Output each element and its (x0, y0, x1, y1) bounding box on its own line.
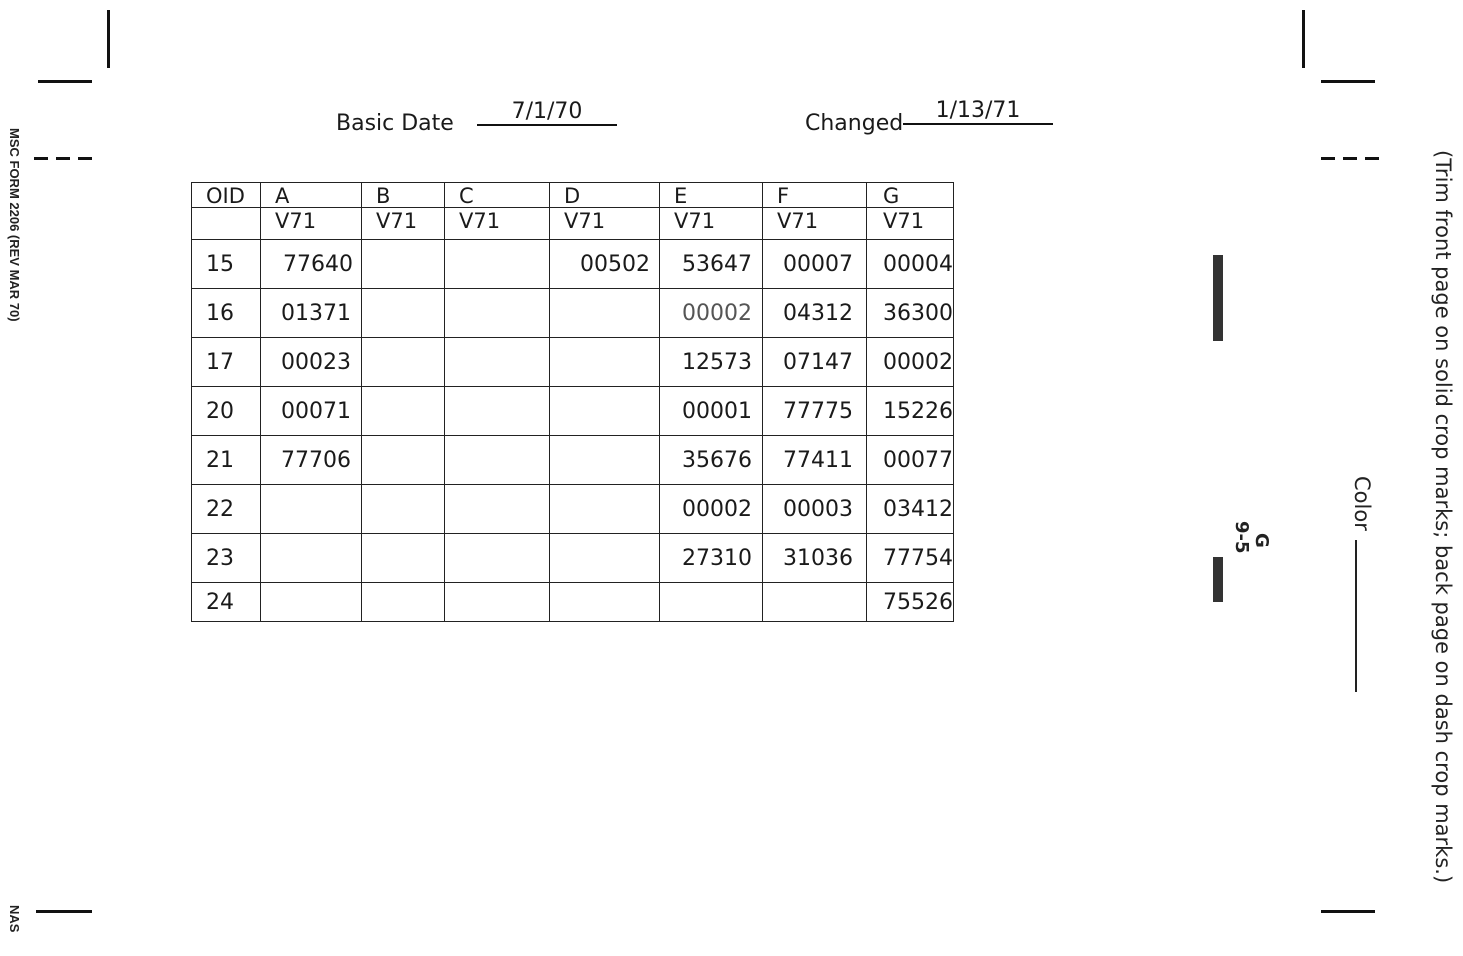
table-row (192, 534, 954, 583)
table-cell: 00023 (261, 338, 362, 387)
table-cell: 77706 (261, 436, 362, 485)
table-cell (261, 485, 362, 534)
table-cell: 15226 (867, 387, 954, 436)
table-cell (445, 240, 550, 289)
table-cell: 16 (192, 289, 261, 338)
table-header-row (192, 183, 954, 208)
subheader-cell: V71 (362, 208, 445, 240)
changed-value: 1/13/71 (903, 98, 1053, 125)
table-cell (362, 387, 445, 436)
crop-mark-top-right-horizontal (1321, 80, 1375, 83)
page-number-label: 9-5 (1231, 521, 1252, 554)
color-line (1355, 540, 1357, 692)
table-cell: 00001 (660, 387, 763, 436)
table-cell: 03412 (867, 485, 954, 534)
table-cell: 77640 (261, 240, 362, 289)
table-cell: 00077 (867, 436, 954, 485)
table-cell: 00002 (867, 338, 954, 387)
table-cell: 22 (192, 485, 261, 534)
table-cell: 31036 (763, 534, 867, 583)
table-subheader-row (192, 208, 954, 240)
table-cell: 00071 (261, 387, 362, 436)
table-cell: 75526 (867, 583, 954, 622)
dash-mark-left-1 (34, 157, 48, 160)
basic-date-value: 7/1/70 (477, 99, 617, 126)
table-cell: 23 (192, 534, 261, 583)
table-cell (445, 387, 550, 436)
table-cell: 24 (192, 583, 261, 622)
table-cell (550, 436, 660, 485)
basic-date-label: Basic Date (336, 111, 454, 136)
table-cell: 36300 (867, 289, 954, 338)
subheader-cell: V71 (261, 208, 362, 240)
table-cell (362, 485, 445, 534)
table-row (192, 485, 954, 534)
subheader-cell: V71 (867, 208, 954, 240)
data-table (191, 182, 954, 622)
dash-mark-right-3 (1365, 157, 1379, 160)
form-id-text: MSC FORM 2206 (REV MAR 70) (7, 128, 22, 322)
change-bar-upper (1213, 255, 1223, 341)
table-row (192, 436, 954, 485)
table-cell: 00002 (660, 289, 763, 338)
change-bar-lower (1213, 557, 1223, 602)
subheader-cell (192, 208, 261, 240)
table-cell (261, 534, 362, 583)
table-cell: 00002 (660, 485, 763, 534)
table-cell: 20 (192, 387, 261, 436)
table-cell: 77411 (763, 436, 867, 485)
table-cell: 07147 (763, 338, 867, 387)
table-cell (362, 583, 445, 622)
column-header-c: C (445, 183, 550, 208)
table-cell (362, 240, 445, 289)
table-cell (763, 583, 867, 622)
nasa-fragment-text: NAS (7, 905, 22, 933)
table-cell (550, 289, 660, 338)
column-header-g: G (867, 183, 954, 208)
table-cell: 35676 (660, 436, 763, 485)
table-cell (362, 436, 445, 485)
table-cell (445, 289, 550, 338)
table-cell (550, 534, 660, 583)
table-cell: 21 (192, 436, 261, 485)
table-row (192, 338, 954, 387)
table-cell (362, 338, 445, 387)
table-cell (445, 534, 550, 583)
crop-mark-bottom-left-horizontal (36, 910, 92, 913)
column-header-d: D (550, 183, 660, 208)
table-cell (445, 485, 550, 534)
table-cell: 12573 (660, 338, 763, 387)
column-header-b: B (362, 183, 445, 208)
table-cell: 77775 (763, 387, 867, 436)
crop-mark-top-left-vertical (107, 10, 110, 68)
table-cell (550, 387, 660, 436)
dash-mark-right-2 (1343, 157, 1357, 160)
subheader-cell: V71 (763, 208, 867, 240)
table-cell (445, 436, 550, 485)
column-header-e: E (660, 183, 763, 208)
changed-label: Changed (805, 111, 904, 136)
subheader-cell: V71 (550, 208, 660, 240)
color-label: Color (1350, 476, 1374, 531)
column-header-oid: OID (192, 183, 261, 208)
crop-mark-bottom-right-horizontal (1321, 910, 1375, 913)
crop-mark-top-left-horizontal (38, 80, 92, 83)
subheader-cell: V71 (660, 208, 763, 240)
table-cell (362, 289, 445, 338)
table-cell (445, 338, 550, 387)
page-section-label: G (1251, 533, 1272, 548)
dash-mark-left-2 (56, 157, 70, 160)
table-row (192, 289, 954, 338)
table-cell: 17 (192, 338, 261, 387)
crop-mark-top-right-vertical (1302, 10, 1305, 68)
table-row (192, 387, 954, 436)
table-cell: 00502 (550, 240, 660, 289)
table-row (192, 240, 954, 289)
trim-instruction-text: (Trim front page on solid crop marks; back page on dash crop marks.) (1431, 150, 1455, 884)
subheader-cell: V71 (445, 208, 550, 240)
table-cell (550, 485, 660, 534)
table-row (192, 583, 954, 622)
table-cell: 53647 (660, 240, 763, 289)
table-cell: 00003 (763, 485, 867, 534)
table-cell: 01371 (261, 289, 362, 338)
table-cell (550, 583, 660, 622)
table-cell: 15 (192, 240, 261, 289)
table-cell (550, 338, 660, 387)
dash-mark-right-1 (1321, 157, 1335, 160)
table-cell: 77754 (867, 534, 954, 583)
column-header-a: A (261, 183, 362, 208)
table-cell: 00007 (763, 240, 867, 289)
column-header-f: F (763, 183, 867, 208)
table-cell (261, 583, 362, 622)
dash-mark-left-3 (78, 157, 92, 160)
table-cell: 27310 (660, 534, 763, 583)
table-cell (362, 534, 445, 583)
table-cell: 00004 (867, 240, 954, 289)
table-cell (445, 583, 550, 622)
table-cell: 04312 (763, 289, 867, 338)
table-cell (660, 583, 763, 622)
